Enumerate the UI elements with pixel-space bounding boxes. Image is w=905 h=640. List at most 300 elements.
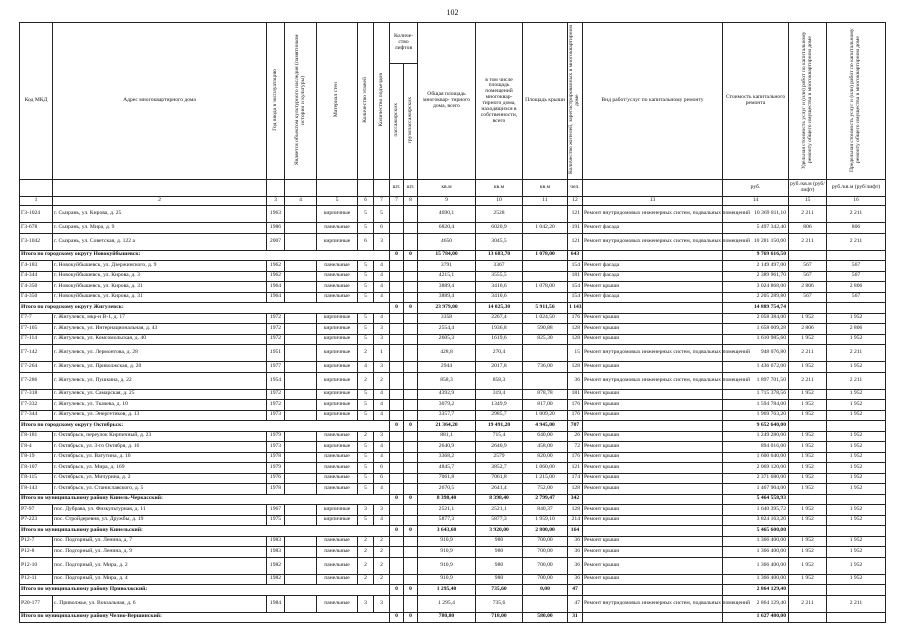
subtotal-cost: 9 652 640,00	[723, 421, 789, 432]
header-row	[20, 23, 886, 64]
total-area: 910,9	[418, 547, 476, 558]
column-number: 1	[20, 197, 53, 206]
column-number-row	[20, 197, 886, 206]
wall-material: панельные	[317, 261, 358, 272]
entrances: 5	[374, 206, 390, 223]
unit-cell	[358, 180, 374, 197]
subtotal-work-type	[583, 526, 723, 537]
floors: 5	[358, 334, 374, 345]
repair-cost: 2 864 129,40	[723, 595, 789, 612]
limit-cost: 1 952	[827, 389, 886, 400]
roof-area: 700,00	[523, 547, 568, 558]
subtotal-row	[20, 612, 886, 623]
limit-cost: 1 952	[827, 452, 886, 463]
roof-area: 825,30	[523, 334, 568, 345]
floors: 5	[358, 271, 374, 282]
wall-material: панельные	[317, 557, 358, 574]
subtotal-owned-area: 19 491,20	[476, 421, 523, 432]
elevators-cargo	[404, 223, 418, 234]
column-number: 9	[418, 197, 476, 206]
subtotal-unit-cost	[789, 421, 827, 432]
owned-area: 980	[476, 547, 523, 558]
total-area: 3358	[418, 313, 476, 324]
limit-cost: 567	[827, 261, 886, 272]
mkd-code: Г7-264	[20, 362, 53, 373]
total-area: 1 295,4	[418, 595, 476, 612]
subtotal-residents: 47	[568, 585, 583, 596]
year-built: 1973	[267, 410, 285, 421]
subtotal-total-area: 780,80	[418, 612, 476, 623]
table-row	[20, 410, 886, 421]
address: г. Новокуйбышевск, ул. Кирова, д. 31	[53, 282, 267, 293]
total-area: 2521,1	[418, 505, 476, 516]
column-number: 14	[723, 197, 789, 206]
floors: 4	[358, 362, 374, 373]
limit-cost: 567	[827, 271, 886, 282]
residents: 36	[568, 536, 583, 547]
wall-material: кирпичные	[317, 372, 358, 389]
repair-cost: 1 467 904,00	[723, 484, 789, 495]
floors: 5	[358, 223, 374, 234]
mkd-code: Г7-286	[20, 372, 53, 389]
subtotal-residents: 31	[568, 612, 583, 623]
table-row	[20, 389, 886, 400]
header-wall-material: Материал стен	[317, 23, 358, 180]
header-code: Код МКД	[20, 23, 53, 180]
residents: 176	[568, 452, 583, 463]
subtotal-total-area: 8 398,40	[418, 494, 476, 505]
header-cargo-elevators: грузопассажирских	[404, 64, 418, 180]
table-row	[20, 536, 886, 547]
wall-material: панельные	[317, 547, 358, 558]
floors: 5	[358, 452, 374, 463]
floors: 2	[358, 345, 374, 362]
repair-cost: 1 366 400,00	[723, 536, 789, 547]
work-type: Ремонт крыши	[583, 473, 723, 484]
heritage-flag	[285, 452, 317, 463]
elevators-cargo	[404, 484, 418, 495]
elevators-passenger	[390, 410, 404, 421]
elevators-cargo	[404, 547, 418, 558]
owned-area: 858,3	[476, 372, 523, 389]
wall-material: панельные	[317, 473, 358, 484]
total-area: 2605,3	[418, 334, 476, 345]
subtotal-row	[20, 585, 886, 596]
address: г. Октябрьск, ул. Мира, д. 169	[53, 463, 267, 474]
roof-area: 817,00	[523, 400, 568, 411]
subtotal-cost: 9 769 616,50	[723, 250, 789, 261]
residents: 121	[568, 233, 583, 250]
heritage-flag	[285, 292, 317, 303]
residents: 128	[568, 324, 583, 335]
subtotal-roof-area: 2 799,47	[523, 494, 568, 505]
address: г. Жигулевск, мкр-н В-1, д. 17	[53, 313, 267, 324]
entrances: 6	[374, 463, 390, 474]
unit-cost: 1 952	[789, 557, 827, 574]
limit-cost: 1 952	[827, 484, 886, 495]
entrances: 4	[374, 271, 390, 282]
owned-area: 2641,4	[476, 484, 523, 495]
unit-cost: 1 952	[789, 410, 827, 421]
owned-area: 7061,8	[476, 473, 523, 484]
repair-cost: 1 610 985,60	[723, 334, 789, 345]
roof-area: 590,88	[523, 324, 568, 335]
wall-material: панельные	[317, 223, 358, 234]
subtotal-owned-area: 735,60	[476, 585, 523, 596]
entrances: 4	[374, 442, 390, 453]
unit-cost: 2 211	[789, 595, 827, 612]
limit-cost: 1 952	[827, 431, 886, 442]
owned-area: 2521,1	[476, 505, 523, 516]
subtotal-unit-cost	[789, 585, 827, 596]
roof-area: 1 078,00	[523, 282, 568, 293]
header-residents: Количество жителей, зарегистрированных в многоквартирном доме	[568, 23, 583, 180]
capital-repair-register-table	[19, 22, 886, 623]
subtotal-residents: 643	[568, 250, 583, 261]
mkd-code: Г3-1024	[20, 206, 53, 223]
elevators-cargo	[404, 261, 418, 272]
owned-area: 2985,7	[476, 410, 523, 421]
elevators-cargo	[404, 442, 418, 453]
unit-cell	[20, 180, 53, 197]
roof-area: 1 215,00	[523, 473, 568, 484]
heritage-flag	[285, 206, 317, 223]
year-built: 1973	[267, 442, 285, 453]
elevators-passenger	[390, 261, 404, 272]
roof-area: 1 042,20	[523, 223, 568, 234]
repair-cost: 1 249 280,00	[723, 431, 789, 442]
unit-cost: 806	[789, 223, 827, 234]
elevators-cargo	[404, 345, 418, 362]
heritage-flag	[285, 282, 317, 293]
subtotal-cost: 1 627 480,00	[723, 612, 789, 623]
total-area: 3889,4	[418, 282, 476, 293]
subtotal-residents: 342	[568, 494, 583, 505]
entrances: 4	[374, 292, 390, 303]
residents: 214	[568, 515, 583, 526]
column-number: 5	[317, 197, 358, 206]
floors: 2	[358, 547, 374, 558]
year-built: 1978	[267, 484, 285, 495]
table-row	[20, 442, 886, 453]
elevators-passenger	[390, 372, 404, 389]
repair-cost: 948 076,80	[723, 345, 789, 362]
table-row	[20, 334, 886, 345]
unit-cell: руб./кв.м (руб/лифт)	[789, 180, 827, 197]
unit-cost: 1 952	[789, 463, 827, 474]
units-row	[20, 180, 886, 197]
total-area: 3368,2	[418, 452, 476, 463]
work-type: Ремонт крыши	[583, 484, 723, 495]
table-row	[20, 400, 886, 411]
address: г. Новокуйбышевск, ул. Кирова, д. 31	[53, 292, 267, 303]
work-type: Ремонт крыши	[583, 389, 723, 400]
elevators-passenger	[390, 362, 404, 373]
subtotal-label: Итого по муниципальному району Кинельский:	[20, 526, 390, 537]
owned-area: 980	[476, 536, 523, 547]
table-row	[20, 292, 886, 303]
limit-cost: 1 952	[827, 536, 886, 547]
wall-material: панельные	[317, 595, 358, 612]
owned-area: 3410,6	[476, 282, 523, 293]
elevators-passenger	[390, 345, 404, 362]
repair-cost: 2 058 384,00	[723, 313, 789, 324]
subtotal-owned-area: 14 025,30	[476, 303, 523, 314]
roof-area	[523, 271, 568, 282]
subtotal-limit-cost	[827, 421, 886, 432]
address: г. Октябрьск, ул. Ватутина, д. 10	[53, 452, 267, 463]
wall-material: кирпичные	[317, 345, 358, 362]
mkd-code: Г8-107	[20, 463, 53, 474]
elevators-passenger	[390, 574, 404, 585]
subtotal-label: Итого по городскому округу Новокуйбышевск:	[20, 250, 390, 261]
work-type: Ремонт крыши	[583, 313, 723, 324]
total-area: 910,9	[418, 557, 476, 574]
elevators-cargo	[404, 324, 418, 335]
heritage-flag	[285, 536, 317, 547]
column-number: 2	[53, 197, 267, 206]
subtotal-label: Итого по городскому округу Жигулевск:	[20, 303, 390, 314]
year-built: 1983	[267, 536, 285, 547]
address: г. Новокуйбышевск, ул. Дзержинского, д. 9	[53, 261, 267, 272]
subtotal-label: Итого по городскому округу Октябрьск:	[20, 421, 390, 432]
heritage-flag	[285, 547, 317, 558]
mkd-code: Г4-344	[20, 271, 53, 282]
total-area: 7061,8	[418, 473, 476, 484]
elevators-passenger	[390, 389, 404, 400]
header-total-area: Общая площадь многоквар- тирного дома, всего	[418, 23, 476, 180]
repair-cost: 1 594 784,00	[723, 400, 789, 411]
work-type: Ремонт фасада	[583, 261, 723, 272]
header-entrances: Количество подъездов	[374, 23, 390, 180]
year-built: 1972	[267, 324, 285, 335]
floors: 5	[358, 484, 374, 495]
total-area: 3079,2	[418, 400, 476, 411]
address: г. Жигулевск, ул. Ткачева, д. 10	[53, 400, 267, 411]
work-type: Ремонт крыши	[583, 362, 723, 373]
unit-cost: 567	[789, 271, 827, 282]
unit-cell: руб./кв.м (руб/лифт)	[827, 180, 886, 197]
wall-material: кирпичные	[317, 442, 358, 453]
residents: 191	[568, 223, 583, 234]
mkd-code: Г8-181	[20, 431, 53, 442]
column-number: 4	[285, 197, 317, 206]
year-built: 1983	[267, 547, 285, 558]
residents: 181	[568, 389, 583, 400]
floors: 3	[358, 505, 374, 516]
floors: 5	[358, 400, 374, 411]
mkd-code: Г7-142	[20, 345, 53, 362]
subtotal-limit-cost	[827, 250, 886, 261]
elevators-passenger	[390, 452, 404, 463]
subtotal-work-type	[583, 612, 723, 623]
total-area: 910,9	[418, 574, 476, 585]
subtotal-limit-cost	[827, 303, 886, 314]
table-row	[20, 547, 886, 558]
year-built: 1972	[267, 313, 285, 324]
subtotal-total-area: 3 643,60	[418, 526, 476, 537]
address: пос. Дубрава, ул. Физкультурная, д. 11	[53, 505, 267, 516]
elevators-cargo	[404, 389, 418, 400]
unit-cost: 1 952	[789, 536, 827, 547]
owned-area: 715,4	[476, 431, 523, 442]
total-area: 4845,7	[418, 463, 476, 474]
repair-cost: 2 069 120,00	[723, 463, 789, 474]
heritage-flag	[285, 431, 317, 442]
floors: 2	[358, 431, 374, 442]
elevators-passenger	[390, 400, 404, 411]
elevators-cargo	[404, 536, 418, 547]
owned-area: 1619,6	[476, 334, 523, 345]
owned-area: 3367	[476, 261, 523, 272]
roof-area: 840,37	[523, 505, 568, 516]
heritage-flag	[285, 334, 317, 345]
work-type: Ремонт внутридомовых инженерных систем, подвальных помещений	[583, 345, 723, 362]
mkd-code: Р12-11	[20, 574, 53, 585]
owned-area: 735,6	[476, 595, 523, 612]
roof-area	[523, 261, 568, 272]
entrances: 4	[374, 313, 390, 324]
entrances: 2	[374, 574, 390, 585]
subtotal-owned-area: 8 398,40	[476, 494, 523, 505]
mkd-code: Г7-332	[20, 400, 53, 411]
wall-material: панельные	[317, 484, 358, 495]
column-number: 8	[404, 197, 418, 206]
floors: 5	[358, 463, 374, 474]
floors: 5	[358, 442, 374, 453]
residents: 176	[568, 313, 583, 324]
elevators-cargo	[404, 463, 418, 474]
header-elevators: Количе- ство лифтов	[390, 23, 418, 64]
table-row	[20, 515, 886, 526]
roof-area	[523, 595, 568, 612]
subtotal-limit-cost	[827, 494, 886, 505]
subtotal-row	[20, 250, 886, 261]
total-area: 4215,1	[418, 271, 476, 282]
address: г. Октябрьск, ул. Станиславского, д. 5	[53, 484, 267, 495]
floors: 5	[358, 261, 374, 272]
floors: 2	[358, 372, 374, 389]
unit-cost: 1 952	[789, 473, 827, 484]
elevators-passenger	[390, 595, 404, 612]
entrances: 3	[374, 233, 390, 250]
limit-cost: 1 952	[827, 410, 886, 421]
unit-cost: 1 952	[789, 431, 827, 442]
table-row	[20, 223, 886, 234]
residents: 128	[568, 484, 583, 495]
heritage-flag	[285, 505, 317, 516]
unit-cost: 2 806	[789, 324, 827, 335]
unit-cell: кв.м	[476, 180, 523, 197]
subtotal-total-area: 23 979,00	[418, 303, 476, 314]
wall-material: кирпичные	[317, 389, 358, 400]
work-type: Ремонт крыши	[583, 324, 723, 335]
subtotal-roof-area: 5 911,56	[523, 303, 568, 314]
residents: 176	[568, 400, 583, 411]
subtotal-elevators-cargo: 0	[404, 494, 418, 505]
subtotal-roof-area: 1 078,00	[523, 250, 568, 261]
address: пос. Подгорный, ул. Мира, д. 4	[53, 574, 267, 585]
heritage-flag	[285, 223, 317, 234]
owned-area: 2579	[476, 452, 523, 463]
elevators-cargo	[404, 292, 418, 303]
elevators-passenger	[390, 473, 404, 484]
mkd-code: Г7-105	[20, 324, 53, 335]
repair-cost: 2 149 497,00	[723, 261, 789, 272]
work-type: Ремонт внутридомовых инженерных систем, подвальных помещений	[583, 372, 723, 389]
floors: 5	[358, 313, 374, 324]
unit-cost: 1 952	[789, 515, 827, 526]
work-type: Ремонт крыши	[583, 505, 723, 516]
residents: 26	[568, 431, 583, 442]
subtotal-cost: 5 465 600,00	[723, 526, 789, 537]
repair-cost: 2 205 289,80	[723, 292, 789, 303]
owned-area: 270,4	[476, 345, 523, 362]
entrances: 2	[374, 557, 390, 574]
residents: 181	[568, 271, 583, 282]
elevators-passenger	[390, 547, 404, 558]
elevators-passenger	[390, 431, 404, 442]
entrances: 4	[374, 452, 390, 463]
subtotal-roof-area: 4 945,00	[523, 421, 568, 432]
unit-cell: кв.м	[523, 180, 568, 197]
repair-cost: 1 640 395,72	[723, 505, 789, 516]
repair-cost: 10 369 811,10	[723, 206, 789, 223]
table-row	[20, 595, 886, 612]
total-area: 428,8	[418, 345, 476, 362]
subtotal-row	[20, 494, 886, 505]
roof-area: 752,00	[523, 484, 568, 495]
limit-cost: 2 211	[827, 372, 886, 389]
unit-cost: 1 952	[789, 452, 827, 463]
year-built: 1982	[267, 574, 285, 585]
unit-cell	[374, 180, 390, 197]
entrances: 6	[374, 223, 390, 234]
header-work-type: Вид работ/услуг по капитальному ремонту	[583, 23, 723, 180]
year-built: 1967	[267, 505, 285, 516]
owned-area: 2640,9	[476, 442, 523, 453]
entrances: 2	[374, 547, 390, 558]
table-row	[20, 574, 886, 585]
residents: 47	[568, 595, 583, 612]
year-built: 1979	[267, 463, 285, 474]
limit-cost: 1 952	[827, 313, 886, 324]
residents: 154	[568, 261, 583, 272]
work-type: Ремонт крыши	[583, 536, 723, 547]
year-built: 1984	[267, 595, 285, 612]
year-built: 2007	[267, 233, 285, 250]
work-type: Ремонт крыши	[583, 574, 723, 585]
repair-cost: 2 371 680,00	[723, 473, 789, 484]
heritage-flag	[285, 473, 317, 484]
wall-material: кирпичные	[317, 334, 358, 345]
limit-cost: 1 952	[827, 400, 886, 411]
table-row	[20, 452, 886, 463]
address: г. Жигулевск, ул. Пушкина, д. 22	[53, 372, 267, 389]
limit-cost: 2 211	[827, 233, 886, 250]
owned-area: 1349,9	[476, 400, 523, 411]
address: г. Сызрань, ул. Советская, д. 122 а	[53, 233, 267, 250]
subtotal-roof-area: 2 800,00	[523, 526, 568, 537]
repair-cost: 3 024 868,00	[723, 282, 789, 293]
subtotal-elevators-cargo: 0	[404, 612, 418, 623]
wall-material: панельные	[317, 271, 358, 282]
column-number: 10	[476, 197, 523, 206]
address: пос. Подгорный, ул. Мира, д. 2	[53, 557, 267, 574]
total-area: 2670,5	[418, 484, 476, 495]
year-built: 1962	[267, 271, 285, 282]
subtotal-work-type	[583, 250, 723, 261]
